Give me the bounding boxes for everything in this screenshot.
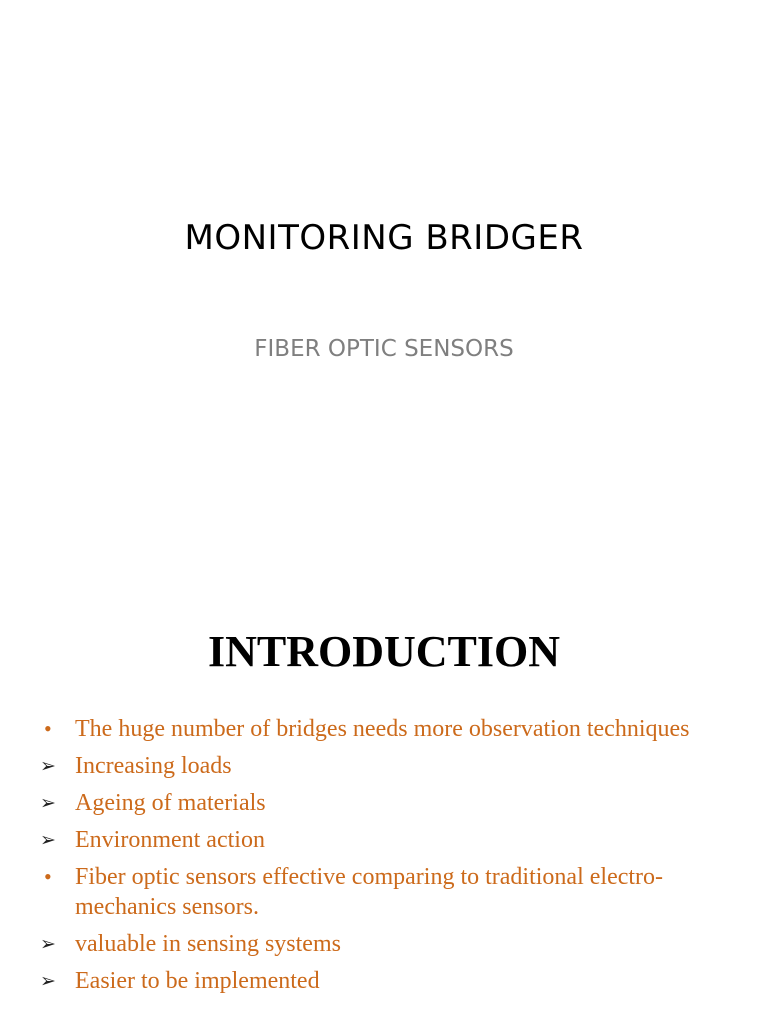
arrow-bullet-icon: ➢ [40, 933, 56, 955]
list-item-text: Ageing of materials [75, 790, 266, 816]
list-item-text: Fiber optic sensors effective comparing to traditional electro-mechanics sensors. [75, 864, 664, 920]
list-item [40, 862, 730, 922]
list-item [40, 929, 730, 959]
list-item [40, 788, 730, 818]
list-item [40, 966, 730, 996]
bullet-list [40, 714, 730, 1003]
arrow-bullet-icon: ➢ [40, 755, 56, 777]
list-item [40, 751, 730, 781]
arrow-bullet-icon: ➢ [40, 970, 56, 992]
list-item-text: Environment action [75, 827, 265, 853]
slide-title: MONITORING BRIDGER [184, 218, 584, 258]
bullet-dot-icon: • [44, 716, 52, 741]
list-item-text: valuable in sensing systems [75, 931, 341, 957]
list-item-text: Increasing loads [75, 753, 232, 779]
arrow-bullet-icon: ➢ [40, 829, 56, 851]
slide-subtitle: FIBER OPTIC SENSORS [254, 336, 514, 362]
list-item-text: The huge number of bridges needs more observation techniques [75, 716, 690, 742]
list-item [40, 714, 730, 744]
introduction-slide [0, 576, 768, 1024]
bullet-dot-icon: • [44, 864, 52, 889]
list-item [40, 825, 730, 855]
arrow-bullet-icon: ➢ [40, 792, 56, 814]
slide-heading: INTRODUCTION [207, 627, 561, 676]
list-item-text: Easier to be implemented [75, 968, 320, 994]
